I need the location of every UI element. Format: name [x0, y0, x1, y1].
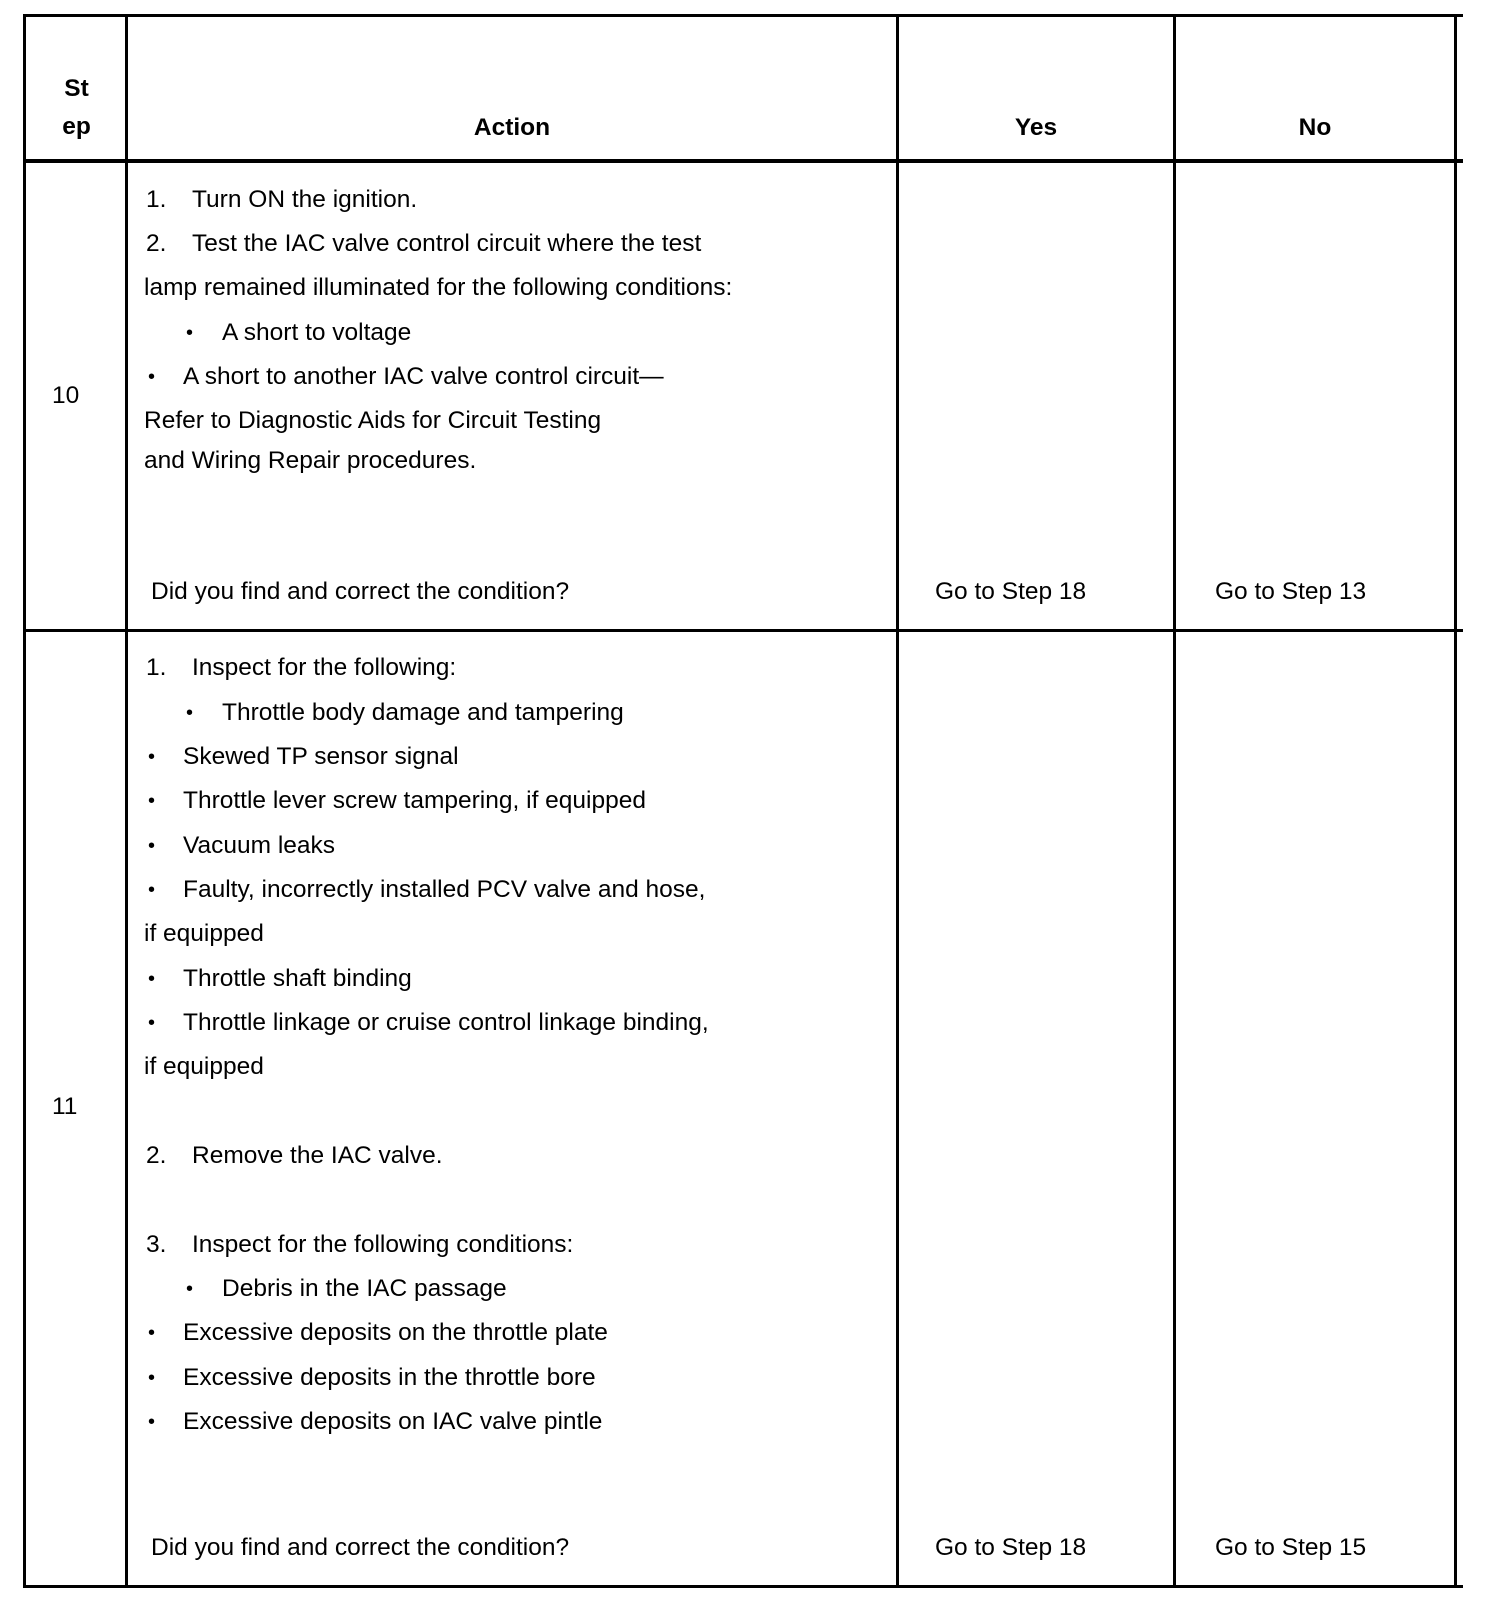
action-text: Debris in the IAC passage [222, 1275, 507, 1302]
bullet-icon: • [148, 790, 156, 812]
bullet-icon: • [148, 1411, 156, 1433]
action-text: Throttle shaft binding [183, 965, 412, 992]
action-text: lamp remained illuminated for the following conditions: [144, 274, 733, 301]
column-divider-action [896, 14, 899, 1588]
action-text: Throttle lever screw tampering, if equipped [183, 787, 646, 814]
header-yes: Yes [1014, 114, 1058, 141]
row-divider [23, 629, 1463, 632]
header-step-line2: ep [62, 113, 91, 140]
action-text: and Wiring Repair procedures. [144, 447, 477, 474]
action-text: Remove the IAC valve. [192, 1142, 443, 1169]
action-text: Inspect for the following conditions: [192, 1231, 574, 1258]
bullet-icon: • [148, 968, 156, 990]
header-divider [23, 159, 1463, 163]
list-marker: 1. [146, 654, 167, 681]
bullet-icon: • [148, 1367, 156, 1389]
bullet-icon: • [148, 1012, 156, 1034]
bullet-icon: • [186, 702, 194, 724]
table-border-left [23, 14, 26, 1588]
action-text: Throttle linkage or cruise control linkage binding, [183, 1009, 709, 1036]
action-text: Inspect for the following: [192, 654, 457, 681]
bullet-icon: • [186, 1278, 194, 1300]
action-text: Faulty, incorrectly installed PCV valve and hose, [183, 876, 706, 903]
action-text: A short to voltage [222, 319, 412, 346]
question-text: Did you find and correct the condition? [151, 1534, 570, 1561]
action-text: Excessive deposits on the throttle plate [183, 1319, 608, 1346]
bullet-icon: • [148, 366, 156, 388]
action-text: Test the IAC valve control circuit where the test [192, 230, 702, 257]
action-text: Skewed TP sensor signal [183, 743, 459, 770]
list-marker: 3. [146, 1231, 167, 1258]
action-text: if equipped [144, 920, 264, 947]
bullet-icon: • [148, 1322, 156, 1344]
action-text: Vacuum leaks [183, 832, 336, 859]
header-no: No [1298, 114, 1332, 141]
action-text: Excessive deposits on IAC valve pintle [183, 1408, 603, 1435]
action-text: A short to another IAC valve control circuit— [183, 363, 664, 390]
action-text: Refer to Diagnostic Aids for Circuit Testing [144, 407, 602, 434]
table-border-bottom [23, 1585, 1463, 1588]
bullet-icon: • [148, 835, 156, 857]
step-number: 11 [52, 1093, 78, 1120]
header-step [28, 70, 125, 146]
bullet-icon: • [186, 322, 194, 344]
table-border-top [23, 14, 1463, 17]
header-step-line1: St [64, 75, 89, 102]
no-result: Go to Step 13 [1215, 578, 1367, 605]
action-text: if equipped [144, 1053, 264, 1080]
yes-result: Go to Step 18 [935, 578, 1087, 605]
list-marker: 2. [146, 1142, 167, 1169]
action-text: Throttle body damage and tampering [222, 699, 624, 726]
bullet-icon: • [148, 879, 156, 901]
list-marker: 2. [146, 230, 167, 257]
action-text: Excessive deposits in the throttle bore [183, 1364, 596, 1391]
header-action: Action [473, 114, 551, 141]
table-border-right [1454, 14, 1457, 1588]
no-result: Go to Step 15 [1215, 1534, 1367, 1561]
yes-result: Go to Step 18 [935, 1534, 1087, 1561]
column-divider-yes [1173, 14, 1176, 1588]
bullet-icon: • [148, 746, 156, 768]
column-divider-step [125, 14, 128, 1588]
list-marker: 1. [146, 186, 167, 213]
question-text: Did you find and correct the condition? [151, 578, 570, 605]
step-number: 10 [52, 382, 80, 409]
action-text: Turn ON the ignition. [192, 186, 418, 213]
